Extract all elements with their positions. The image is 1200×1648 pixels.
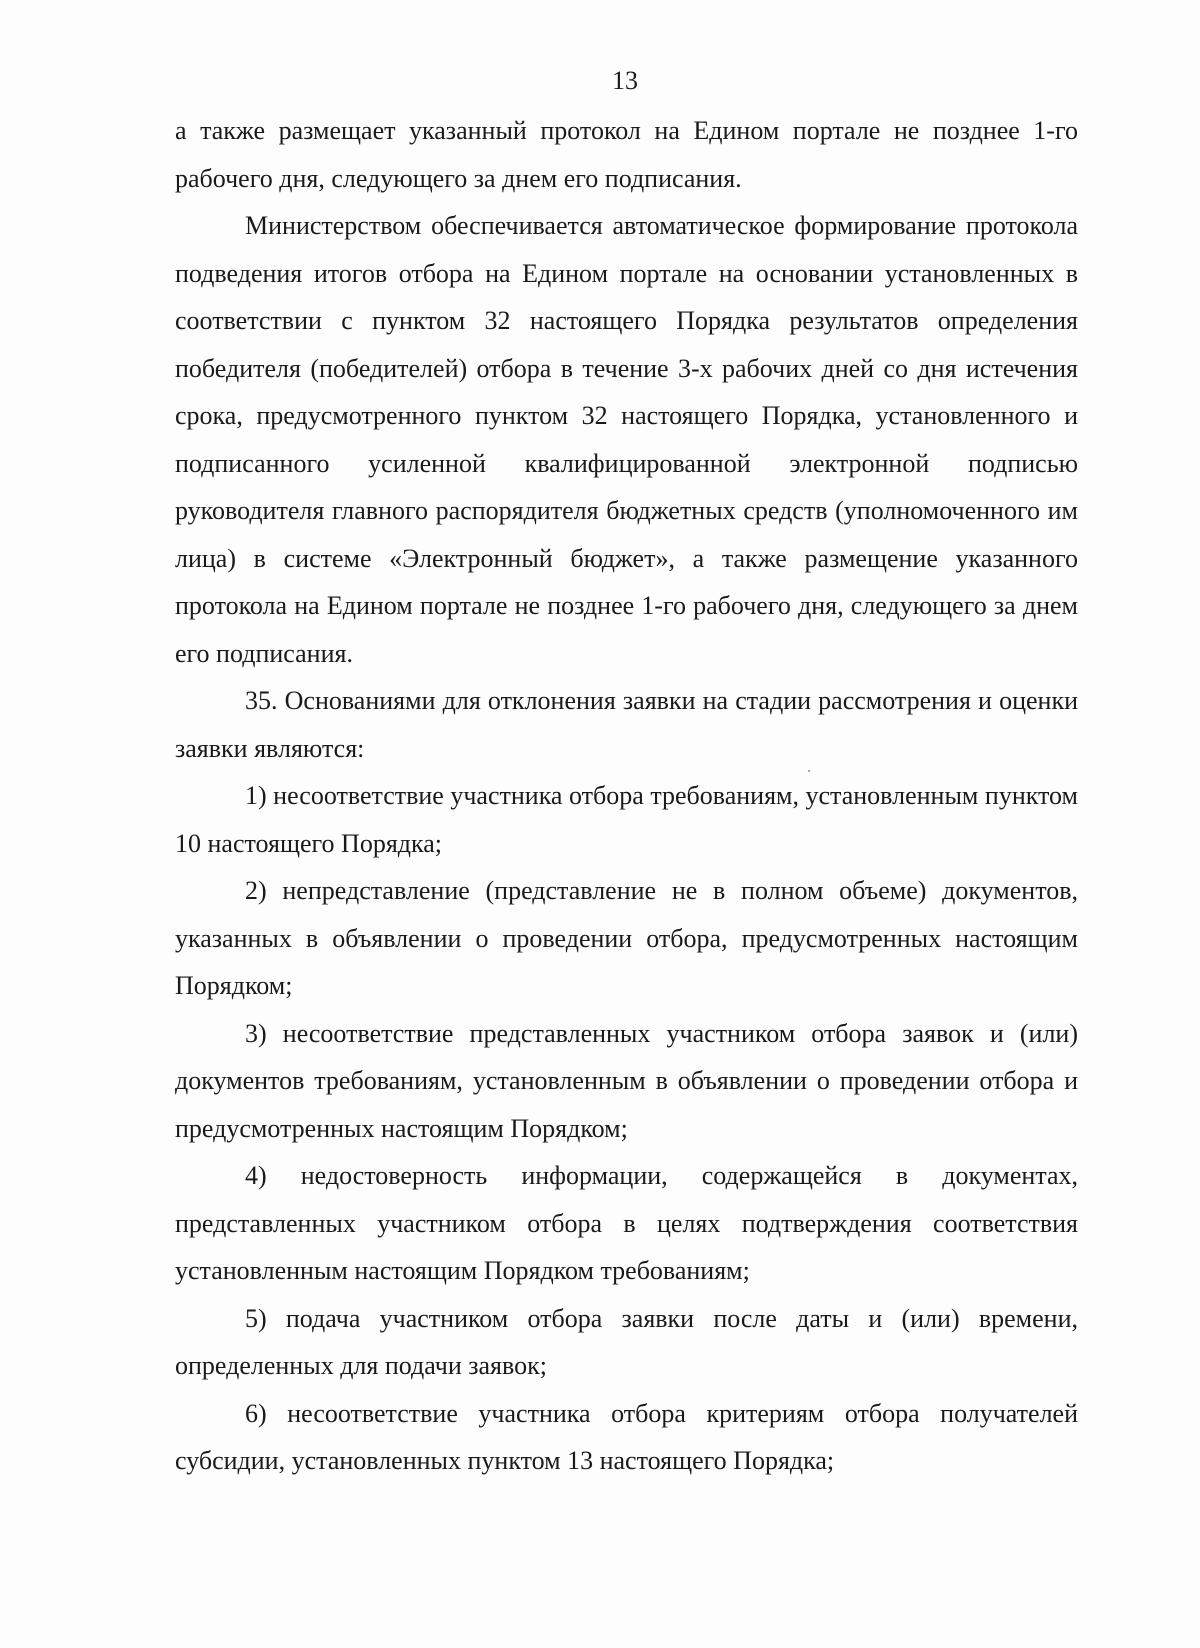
paragraph-clause-35: 35. Основаниями для отклонения заявки на стадии рассмотрения и оценки заявки являются:	[175, 686, 1078, 763]
list-item-4: 4) недостоверность информации, содержащейся в документах, представленных участником отбора в целях подтверждения соответствия установленным настоящим Порядком требованиям;	[175, 1161, 1078, 1285]
page-number: 13	[612, 66, 638, 95]
list-item-3: 3) несоответствие представленных участником отбора заявок и (или) документов требованиям, установленным в объявлении о проведении отбора и предусмотренных настоящим Порядком;	[175, 1018, 1078, 1143]
list-item-1: 1) несоответствие участника отбора требованиям, установленным пунктом 10 настоящего Порядка;	[175, 781, 1078, 858]
paragraph-ministry-protocol: Министерством обеспечивается автоматическое формирование протокола подведения итогов отбора на Едином портале на основании установленных в соответствии с пунктом 32 настоящего Порядка результатов определения победителя (победителей) отбора в течение 3-х рабочих дней со дня истечения срока, предусмотренного пунктом 32 настоящего Порядка, установленного и подписанного усиленной квалифицированной электронной подписью руководителя главного распорядителя бюджетных средств (уполномоченного им лица) в системе «Электронный бюджет», а также размещение указанного протокола на Едином портале не позднее 1-го рабочего дня, следующего за днем его подписания.	[175, 211, 1078, 668]
paragraph-continuation: а также размещает указанный протокол на Едином портале не позднее 1-го рабочего дня, следующего за днем его подписания.	[175, 116, 1078, 193]
list-item-5: 5) подача участником отбора заявки после даты и (или) времени, определенных для подачи заявок;	[175, 1303, 1078, 1380]
list-item-6: 6) несоответствие участника отбора критериям отбора получателей субсидии, установленных пунктом 13 настоящего Порядка;	[175, 1398, 1078, 1475]
list-item-2: 2) непредставление (представление не в полном объеме) документов, указанных в объявлении о проведении отбора, предусмотренных настоящим Порядком;	[175, 876, 1078, 1000]
document-body	[175, 107, 1078, 1485]
scan-speck	[808, 770, 810, 772]
